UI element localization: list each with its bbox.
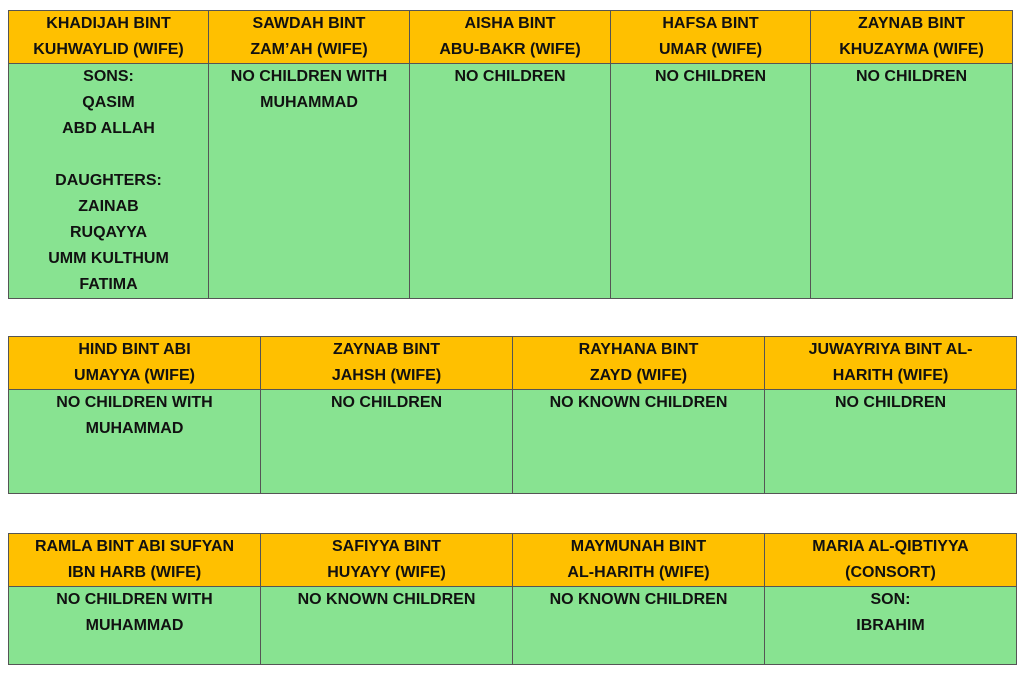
table-row-2 [8,336,1017,494]
children-cell: NO CHILDREN [611,64,811,299]
children-cell: NO CHILDREN [410,64,611,299]
wife-name-cell: HAFSA BINT UMAR (WIFE) [611,11,811,64]
table-row-1 [8,10,1013,299]
children-cell: NO CHILDREN WITH MUHAMMAD [209,64,410,299]
header-row [9,337,1017,390]
wife-name-cell: HIND BINT ABI UMAYYA (WIFE) [9,337,261,390]
children-row [9,390,1017,494]
table-row-3 [8,533,1017,665]
header-row [9,11,1013,64]
children-cell: SON: IBRAHIM [765,587,1017,665]
children-cell: NO CHILDREN WITH MUHAMMAD [9,390,261,494]
wife-name-cell: SAWDAH BINT ZAM’AH (WIFE) [209,11,410,64]
children-cell: NO CHILDREN [765,390,1017,494]
children-cell: NO KNOWN CHILDREN [261,587,513,665]
wife-name-cell: AISHA BINT ABU-BAKR (WIFE) [410,11,611,64]
wife-name-cell: KHADIJAH BINT KUHWAYLID (WIFE) [9,11,209,64]
children-cell: NO KNOWN CHILDREN [513,587,765,665]
wife-name-cell: JUWAYRIYA BINT AL- HARITH (WIFE) [765,337,1017,390]
children-row [9,587,1017,665]
children-cell: NO CHILDREN [261,390,513,494]
wife-name-cell: RAYHANA BINT ZAYD (WIFE) [513,337,765,390]
children-cell: NO CHILDREN [811,64,1013,299]
wife-name-cell: ZAYNAB BINT JAHSH (WIFE) [261,337,513,390]
children-cell: SONS: QASIM ABD ALLAH DAUGHTERS: ZAINAB RUQAYYA UMM KULTHUM FATIMA [9,64,209,299]
wife-name-cell: SAFIYYA BINT HUYAYY (WIFE) [261,534,513,587]
wife-name-cell: ZAYNAB BINT KHUZAYMA (WIFE) [811,11,1013,64]
wife-name-cell: MAYMUNAH BINT AL-HARITH (WIFE) [513,534,765,587]
children-cell: NO CHILDREN WITH MUHAMMAD [9,587,261,665]
wife-name-cell: RAMLA BINT ABI SUFYAN IBN HARB (WIFE) [9,534,261,587]
children-cell: NO KNOWN CHILDREN [513,390,765,494]
children-row [9,64,1013,299]
consort-name-cell: MARIA AL-QIBTIYYA (CONSORT) [765,534,1017,587]
header-row [9,534,1017,587]
